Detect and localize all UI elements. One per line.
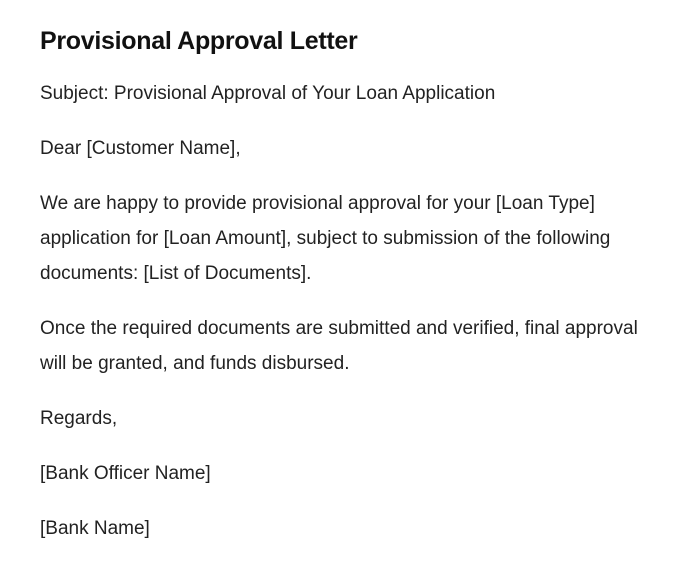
letter-closing: Regards, <box>40 408 118 429</box>
bank-name: [Bank Name] <box>40 518 150 539</box>
letter-body-paragraph-1: We are happy to provide provisional approval for your [Loan Type] application for [Loan Amount], subject to submission of the following documents: [List of Documents]. <box>40 193 611 284</box>
letter-subject: Subject: Provisional Approval of Your Loan Application <box>40 83 496 104</box>
letter-salutation: Dear [Customer Name], <box>40 138 241 159</box>
letter-title: Provisional Approval Letter <box>40 27 358 55</box>
letter-body-paragraph-2: Once the required documents are submitted and verified, final approval will be granted, and funds disbursed. <box>40 318 638 374</box>
signer-name: [Bank Officer Name] <box>40 463 211 484</box>
